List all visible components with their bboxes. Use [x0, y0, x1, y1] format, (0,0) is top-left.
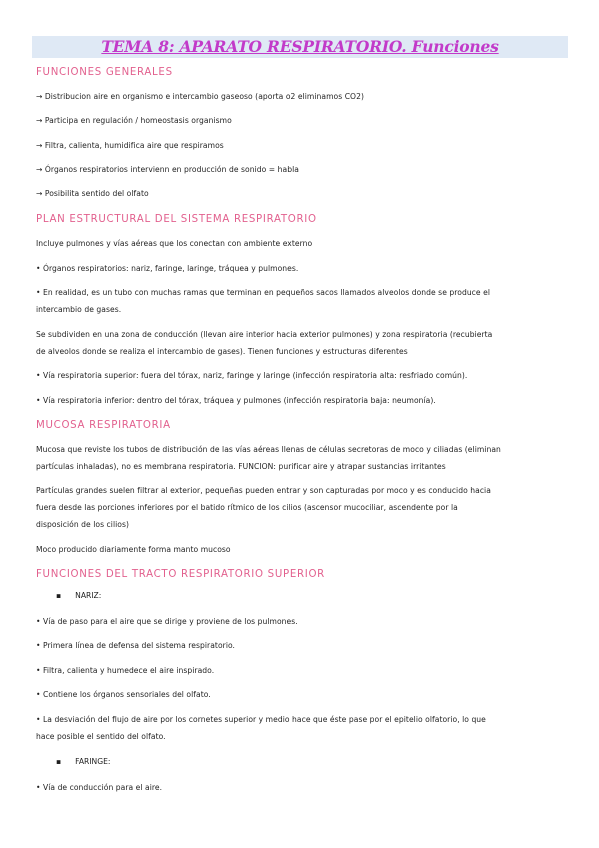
subheading-nariz: ▪ NARIZ: — [56, 591, 102, 600]
list-item: • Primera línea de defensa del sistema respiratorio. — [36, 641, 236, 650]
list-item: • Filtra, calienta y humedece el aire inspirado. — [36, 666, 215, 675]
section-heading-generales: FUNCIONES GENERALES — [36, 67, 173, 78]
paragraph: • En realidad, es un tubo con muchas ramas que terminan en pequeños sacos llamados alveolos donde se produce el intercambio de gases. — [36, 288, 490, 314]
bullet-icon: ▪ — [56, 757, 62, 766]
page-title: TEMA 8: APARATO RESPIRATORIO. Funciones — [101, 37, 499, 56]
paragraph: Moco producido diariamente forma manto mucoso — [36, 545, 231, 554]
paragraph: • Vía respiratoria superior: fuera del tórax, nariz, faringe y laringe (infección respiratoria alta: resfriado común). — [36, 371, 468, 380]
paragraph: Partículas grandes suelen filtrar al exterior, pequeñas pueden entrar y son capturadas por moco y es conducido hacia fuera desde las porciones inferiores por el batido rítmico de los cilios (ascensor mucociliar, ascendente por la disposición de los cilios) — [36, 486, 491, 529]
bullet-icon: ▪ — [56, 591, 62, 600]
section-heading-plan: PLAN ESTRUCTURAL DEL SISTEMA RESPIRATORIO — [36, 214, 317, 225]
paragraph: → Distribucion aire en organismo e intercambio gaseoso (aporta o2 eliminamos CO2) — [36, 92, 364, 101]
paragraph: → Filtra, calienta, humidifica aire que respiramos — [36, 141, 224, 150]
paragraph: → Participa en regulación / homeostasis organismo — [36, 116, 232, 125]
list-item: • Contiene los órganos sensoriales del olfato. — [36, 690, 211, 699]
list-item: • La desviación del flujo de aire por los cornetes superior y medio hace que éste pase por el epitelio olfatorio, lo que hace posible el sentido del olfato. — [36, 715, 486, 741]
paragraph: • Órganos respiratorios: nariz, faringe, laringe, tráquea y pulmones. — [36, 264, 299, 273]
list-item: • Vía de conducción para el aire. — [36, 783, 163, 792]
subheading-faringe: ▪ FARINGE: — [56, 757, 111, 766]
paragraph: • Vía respiratoria inferior: dentro del tórax, tráquea y pulmones (infección respiratoria baja: neumonía). — [36, 396, 436, 405]
paragraph: Mucosa que reviste los tubos de distribución de las vías aéreas llenas de células secretoras de moco y ciliadas (eliminan partículas inhaladas), no es membrana respiratoria. FUNCION: purificar aire y atrapar sustancias irritantes — [36, 445, 501, 471]
paragraph: → Órganos respiratorios intervienn en producción de sonido = habla — [36, 165, 299, 174]
section-heading-superior: FUNCIONES DEL TRACTO RESPIRATORIO SUPERIOR — [36, 569, 325, 580]
paragraph: Incluye pulmones y vías aéreas que los conectan con ambiente externo — [36, 239, 313, 248]
title-banner — [32, 36, 568, 58]
section-heading-mucosa: MUCOSA RESPIRATORIA — [36, 420, 171, 431]
list-item: • Vía de paso para el aire que se dirige y proviene de los pulmones. — [36, 617, 298, 626]
paragraph: → Posibilita sentido del olfato — [36, 189, 149, 198]
paragraph: Se subdividen en una zona de conducción (llevan aire interior hacia exterior pulmones) y zona respiratoria (recubierta de alveolos donde se realiza el intercambio de gases). Tienen funciones y estructuras diferentes — [36, 330, 493, 356]
